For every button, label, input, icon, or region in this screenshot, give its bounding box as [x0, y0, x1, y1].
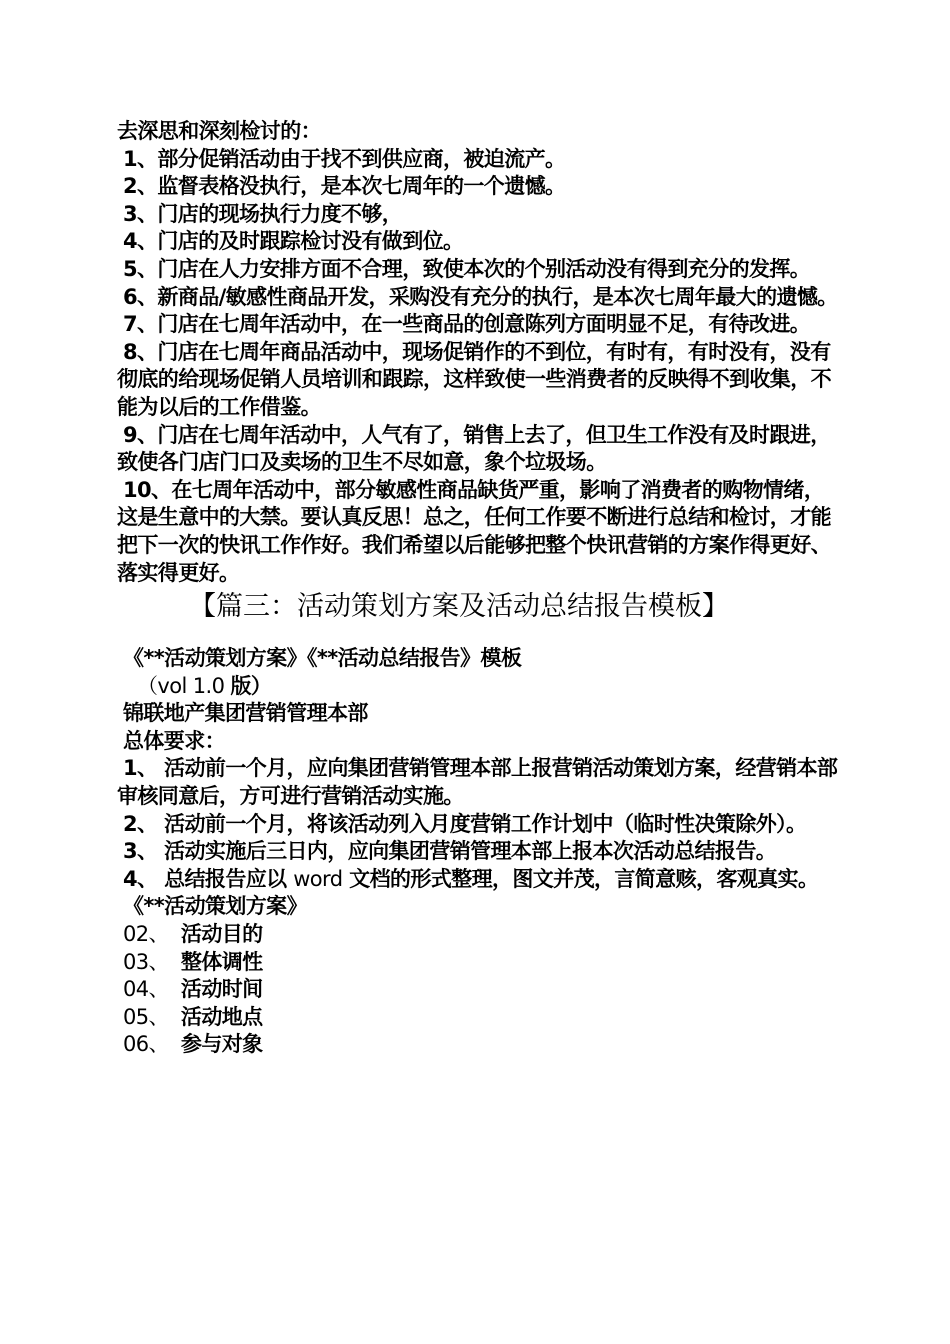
plan-item-text: 活动时间: [180, 977, 263, 1002]
req4-part-b: 文档的形式整理，图文并茂，言简意赅，客观真实。: [342, 866, 819, 891]
plan-item-text: 活动地点: [180, 1004, 263, 1029]
plan-title: 《**活动策划方案》: [123, 894, 307, 919]
intro-line: 去深思和深刻检讨的：: [117, 119, 321, 143]
review-item-5: 5、门店在人力安排方面不合理，致使本次的个别活动没有得到充分的发挥。: [123, 256, 811, 281]
review-item-8: 8、门店在七周年商品活动中，现场促销作的不到位，有时有，有时没有，没有彻底的给现场促销人员培训和跟踪，这样致使一些消费者的反映得不到收集，不能为以后的工作借鉴。: [117, 339, 831, 419]
document-body: [117, 118, 842, 1059]
requirements-label: 总体要求：: [123, 728, 225, 753]
plan-item-number: 02、: [123, 922, 169, 947]
plan-item: [117, 1004, 842, 1032]
review-item-2: 2、监督表格没执行，是本次七周年的一个遗憾。: [123, 174, 566, 199]
requirement-4: [117, 866, 842, 894]
plan-item-text: 活动目的: [180, 922, 263, 947]
plan-item: [117, 976, 842, 1004]
review-item-10: 10、在七周年活动中，部分敏感性商品缺货严重，影响了消费者的购物情绪，这是生意中的大禁。要认真反思！总之，任何工作要不断进行总结和检讨，才能把下一次的快讯工作作好。我们希望以后能够把整个快讯营销的方案作得更好、落实得更好。: [117, 477, 831, 585]
review-item-7: 7、门店在七周年活动中，在一些商品的创意陈列方面明显不足，有待改进。: [123, 312, 811, 337]
template-title: 《**活动策划方案》《**活动总结报告》模板: [123, 646, 522, 671]
section-heading: 【篇三：活动策划方案及活动总结报告模板】: [189, 591, 729, 623]
review-item-4: 4、门店的及时跟踪检讨没有做到位。: [123, 229, 464, 254]
req4-word: word: [293, 866, 343, 891]
version-suffix: 版）: [230, 673, 272, 698]
plan-item-text: 整体调性: [180, 949, 263, 974]
plan-item-number: 03、: [123, 949, 169, 974]
requirement-3: 3、 活动实施后三日内，应向集团营销管理本部上报本次活动总结报告。: [123, 839, 777, 864]
plan-item-number: 05、: [123, 1004, 169, 1029]
review-item-3: 3、门店的现场执行力度不够，: [123, 201, 403, 226]
plan-item: [117, 1031, 842, 1059]
version-prefix: （vol 1.0: [137, 673, 231, 698]
plan-item-number: 06、: [123, 1032, 169, 1057]
review-item-1: 1、部分促销活动由于找不到供应商，被迫流产。: [123, 146, 566, 171]
version-line: [117, 673, 842, 701]
review-item-6: 6、新商品/敏感性商品开发，采购没有充分的执行，是本次七周年最大的遗憾。: [123, 284, 838, 309]
plan-item-text: 参与对象: [180, 1032, 263, 1057]
plan-item: [117, 921, 842, 949]
plan-item: [117, 949, 842, 977]
requirement-1: 1、 活动前一个月，应向集团营销管理本部上报营销活动策划方案，经营销本部审核同意后，方可进行营销活动实施。: [117, 756, 838, 809]
req4-part-a: 4、 总结报告应以: [123, 866, 294, 891]
requirement-2: 2、 活动前一个月，将该活动列入月度营销工作计划中（临时性决策除外）。: [123, 811, 807, 836]
department-name: 锦联地产集团营销管理本部: [123, 701, 368, 726]
plan-item-number: 04、: [123, 977, 169, 1002]
review-item-9: 9、门店在七周年活动中，人气有了，销售上去了，但卫生工作没有及时跟进，致使各门店门口及卖场的卫生不尽如意，象个垃圾场。: [117, 422, 831, 475]
spacer: [117, 625, 842, 645]
